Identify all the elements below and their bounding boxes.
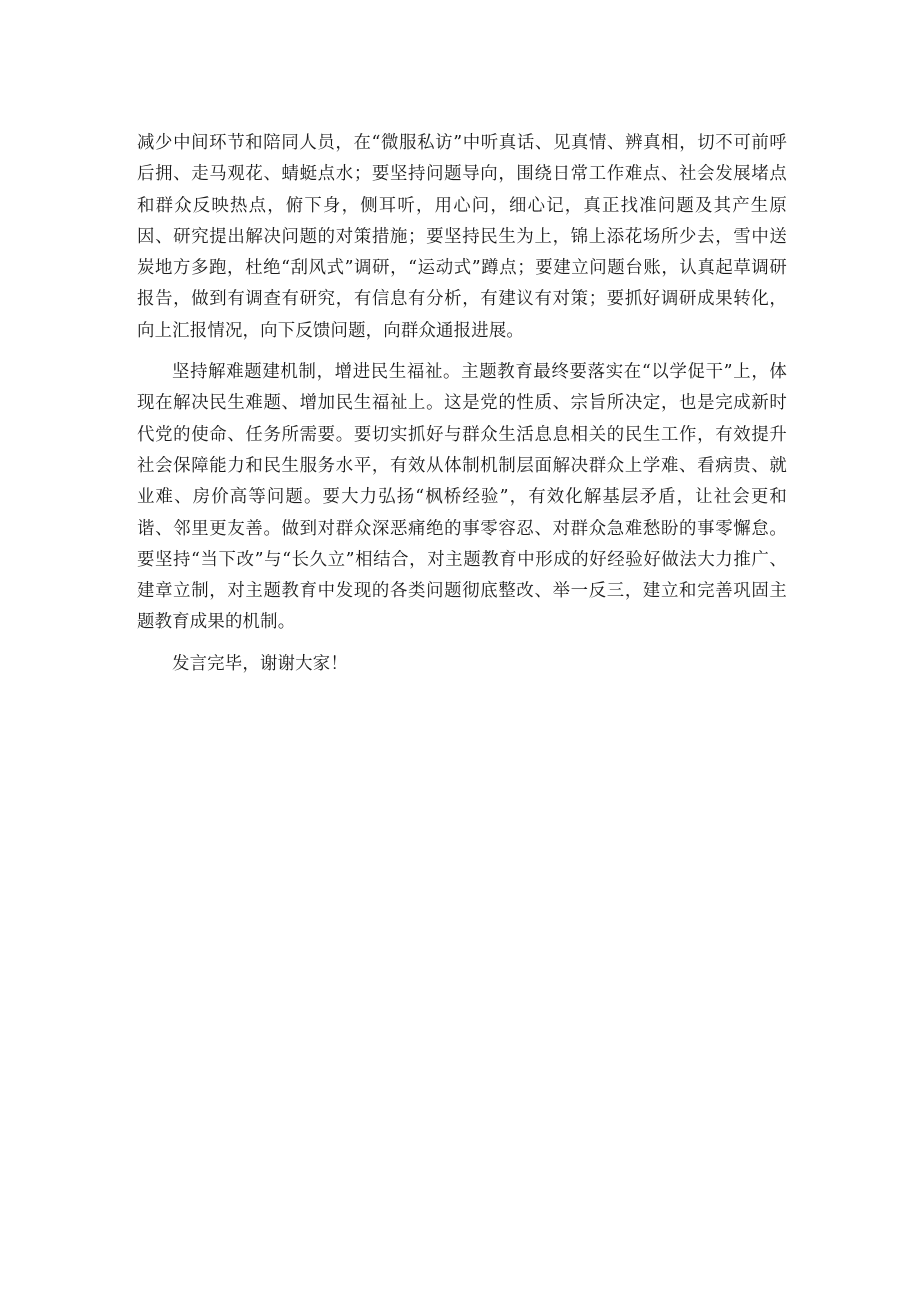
- paragraph-research-continuation: 减少中间环节和陪同人员，在“微服私访”中听真话、见真情、辨真相，切不可前呼后拥、走马观花、蜻蜓点水；要坚持问题导向，围绕日常工作难点、社会发展堵点和群众反映热点，俯下身，侧耳听，用心问，细心记，真正找准问题及其产生原因、研究提出解决问题的对策措施；要坚持民生为上，锦上添花场所少去，雪中送炭地方多跑，杜绝“刮风式”调研，“运动式”蹲点；要建立问题台账，认真起草调研报告，做到有调查有研究，有信息有分析，有建议有对策；要抓好调研成果转化，向上汇报情况，向下反馈问题，向群众通报进展。: [137, 133, 787, 341]
- paragraph-closing-remarks: 发言完毕，谢谢大家！: [172, 653, 348, 674]
- paragraph-livelihood-mechanism: 坚持解难题建机制，增进民生福祉。主题教育最终要落实在“以学促干”上，体现在解决民生难题、增加民生福祉上。这是党的性质、宗旨所决定，也是完成新时代党的使命、任务所需要。要切实抓好与群众生活息息相关的民生工作，有效提升社会保障能力和民生服务水平，有效从体制机制层面解决群众上学难、看病贵、就业难、房价高等问题。要大力弘扬“枫桥经验”，有效化解基层矛盾，让社会更和谐、邻里更友善。做到对群众深恶痛绝的事零容忍、对群众急难愁盼的事零懈怠。要坚持“当下改”与“长久立”相结合，对主题教育中形成的好经验好做法大力推广、建章立制，对主题教育中发现的各类问题彻底整改、举一反三，建立和完善巩固主题教育成果的机制。: [137, 362, 787, 633]
- document-body: [137, 128, 787, 680]
